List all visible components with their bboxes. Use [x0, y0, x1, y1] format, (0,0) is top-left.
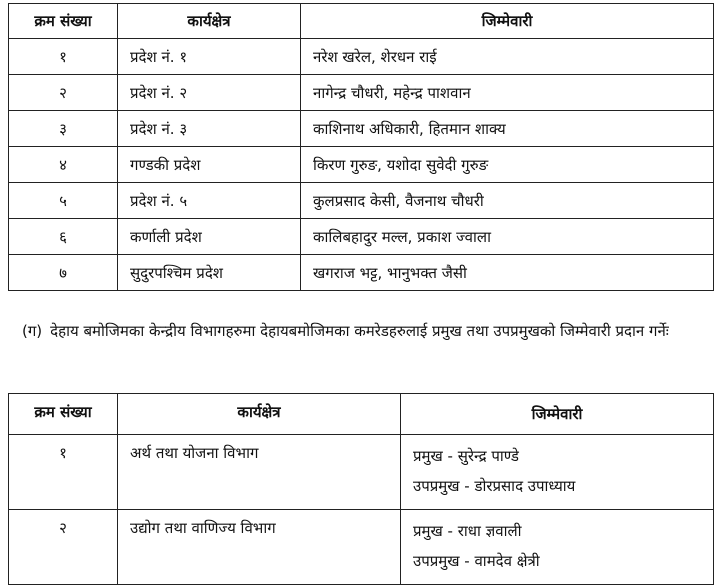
table-header-row — [9, 4, 714, 39]
table-row — [9, 510, 714, 585]
work-area-cell: अर्थ तथा योजना विभाग — [118, 435, 401, 510]
work-area-cell: प्रदेश नं. २ — [118, 75, 301, 111]
table-row — [9, 39, 714, 75]
serial-number-header: क्रम संख्या — [9, 394, 118, 435]
responsibility-cell — [401, 435, 714, 510]
province-responsibility-table — [8, 3, 714, 291]
responsibility-header: जिम्मेवारी — [401, 394, 714, 435]
table-header-row — [9, 394, 714, 435]
work-area-header: कार्यक्षेत्र — [118, 4, 301, 39]
work-area-cell: कर्णाली प्रदेश — [118, 219, 301, 255]
paragraph-label: (ग) — [22, 322, 43, 340]
responsibility-cell — [401, 510, 714, 585]
table-row — [9, 435, 714, 510]
serial-number-cell: २ — [9, 75, 118, 111]
work-area-cell: उद्योग तथा वाणिज्य विभाग — [118, 510, 401, 585]
table-row — [9, 111, 714, 147]
work-area-cell: प्रदेश नं. ५ — [118, 183, 301, 219]
chief-line: प्रमुख - राधा ज्ञवाली — [413, 522, 522, 540]
work-area-cell: प्रदेश नं. ३ — [118, 111, 301, 147]
department-responsibility-table — [8, 393, 714, 585]
serial-number-cell: ५ — [9, 183, 118, 219]
decision-paragraph — [8, 318, 714, 344]
serial-number-cell: ७ — [9, 255, 118, 291]
serial-number-cell: १ — [9, 39, 118, 75]
responsibility-cell: नरेश खरेल, शेरधन राई — [301, 39, 714, 75]
responsibility-cell: खगराज भट्ट, भानुभक्त जैसी — [301, 255, 714, 291]
paragraph-text: देहाय बमोजिमका केन्द्रीय विभागहरुमा देहायबमोजिमका कमरेडहरुलाई प्रमुख तथा उपप्रमुखको जिम्मेवारी प्रदान गर्नेः — [50, 322, 669, 340]
serial-number-cell: २ — [9, 510, 118, 585]
responsibility-header: जिम्मेवारी — [301, 4, 714, 39]
responsibility-cell: किरण गुरुङ, यशोदा सुवेदी गुरुङ — [301, 147, 714, 183]
serial-number-cell: ३ — [9, 111, 118, 147]
work-area-cell: सुदुरपश्चिम प्रदेश — [118, 255, 301, 291]
serial-number-header: क्रम संख्या — [9, 4, 118, 39]
serial-number-cell: ४ — [9, 147, 118, 183]
table-row — [9, 147, 714, 183]
work-area-cell: गण्डकी प्रदेश — [118, 147, 301, 183]
table-row — [9, 255, 714, 291]
table-row — [9, 183, 714, 219]
responsibility-cell: काशिनाथ अधिकारी, हितमान शाक्य — [301, 111, 714, 147]
serial-number-cell: १ — [9, 435, 118, 510]
responsibility-cell: नागेन्द्र चौधरी, महेन्द्र पाशवान — [301, 75, 714, 111]
work-area-cell: प्रदेश नं. १ — [118, 39, 301, 75]
serial-number-cell: ६ — [9, 219, 118, 255]
table-row — [9, 75, 714, 111]
deputy-chief-line: उपप्रमुख - वामदेव क्षेत्री — [413, 552, 540, 570]
chief-line: प्रमुख - सुरेन्द्र पाण्डे — [413, 447, 519, 465]
work-area-header: कार्यक्षेत्र — [118, 394, 401, 435]
table-row — [9, 219, 714, 255]
responsibility-cell: कालिबहादुर मल्ल, प्रकाश ज्वाला — [301, 219, 714, 255]
deputy-chief-line: उपप्रमुख - डोरप्रसाद उपाध्याय — [413, 477, 576, 495]
responsibility-cell: कुलप्रसाद केसी, वैजनाथ चौधरी — [301, 183, 714, 219]
